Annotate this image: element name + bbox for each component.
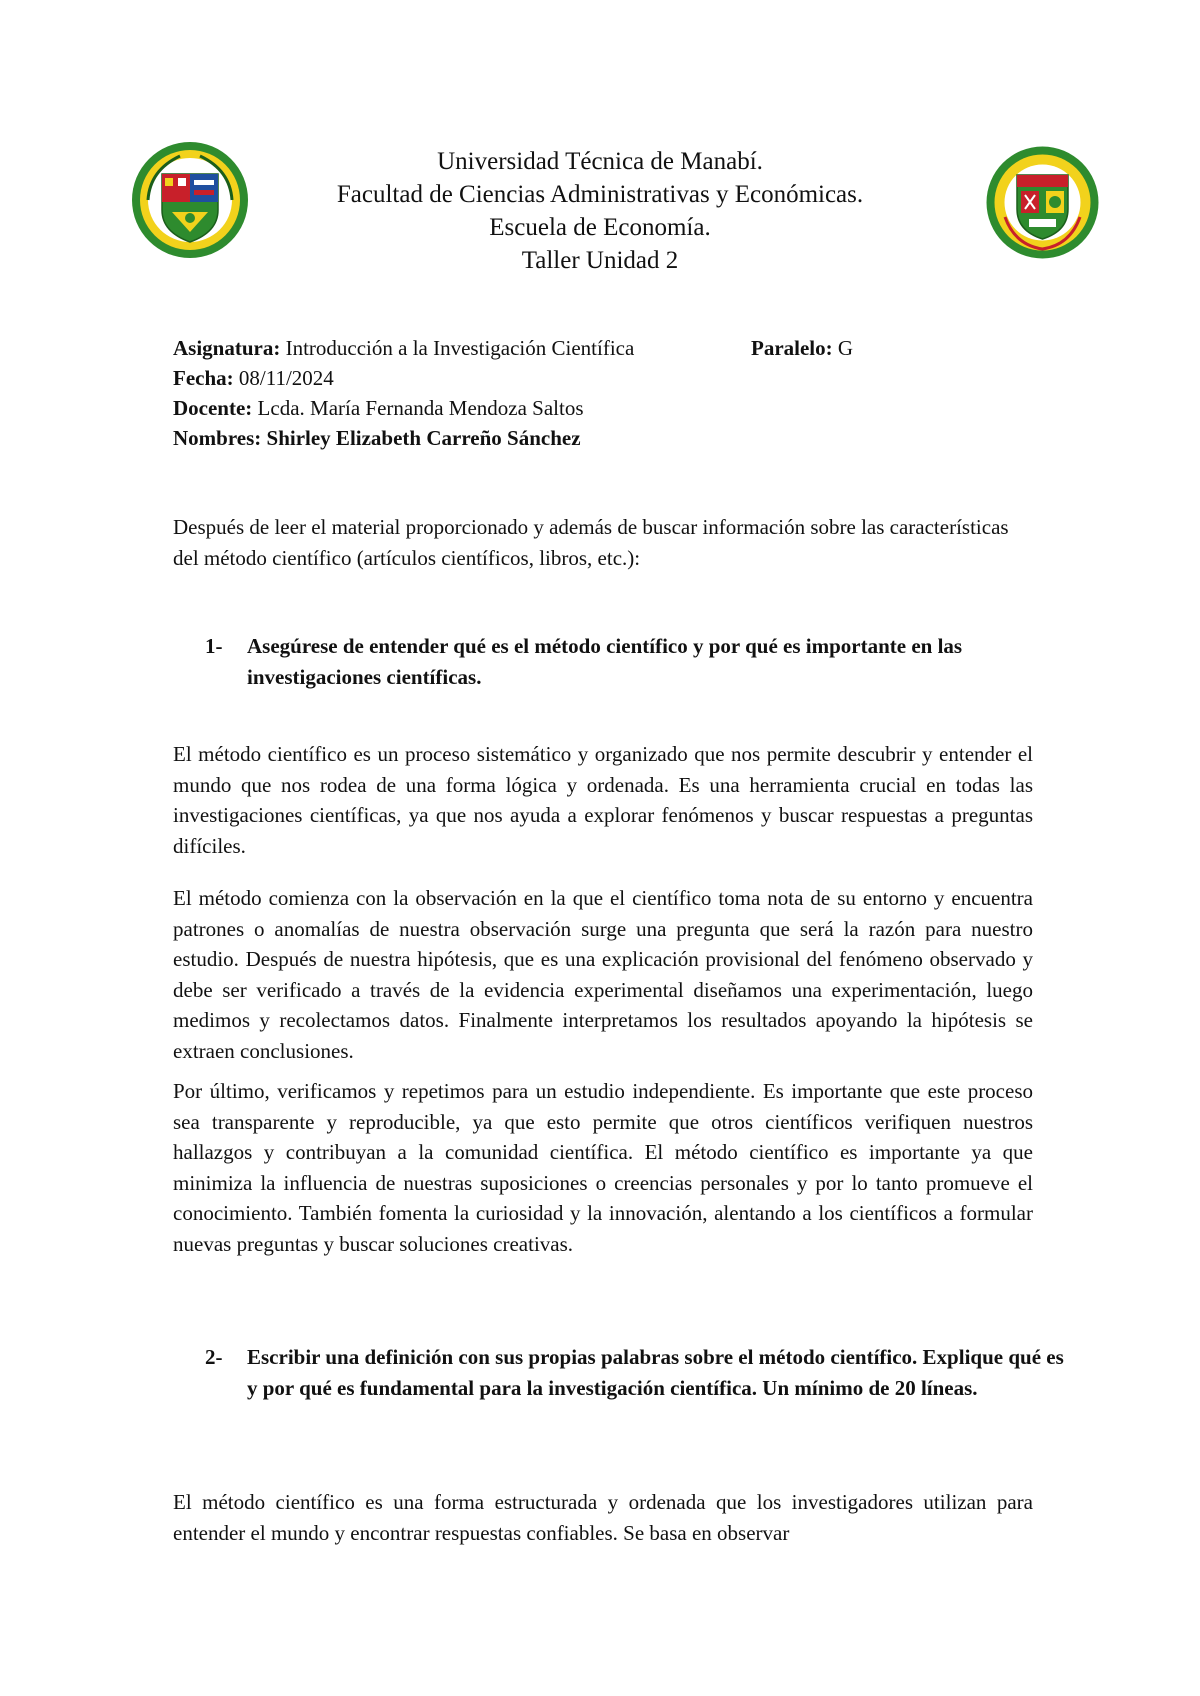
subject-row (173, 333, 1053, 363)
question-number: 1- (205, 634, 223, 658)
university-seal-icon (130, 140, 250, 260)
group-label: Paralelo: (751, 336, 833, 360)
answer-paragraph-1: El método científico es un proceso sistemático y organizado que nos permite descubrir y entender el mundo que nos rodea de una forma lógica y ordenada. Es una herramienta crucial en todas las investigaciones científicas, ya que nos ayuda a explorar fenómenos y buscar respuestas a preguntas difíciles. (173, 742, 1033, 858)
teacher-value: Lcda. María Fernanda Mendoza Saltos (252, 396, 584, 420)
document-meta (173, 333, 1053, 453)
question-2 (205, 1342, 1065, 1404)
question-text: Asegúrese de entender qué es el método científico y por qué es importante en las investigaciones científicas. (247, 634, 963, 689)
names-label: Nombres: (173, 426, 262, 450)
date-value: 08/11/2024 (233, 366, 334, 390)
date-label: Fecha: (173, 366, 234, 390)
teacher-row (173, 393, 1053, 423)
group-field (751, 333, 853, 363)
school-name: Escuela de Economía. (489, 214, 711, 241)
question-text: Escribir una definición con sus propias palabras sobre el método científico. Explique qué es y por qué es fundamental para la investigación científica. Un mínimo de 20 líneas. (247, 1345, 1064, 1400)
subject-value: Introducción a la Investigación Científica (280, 336, 635, 360)
intro-paragraph: Después de leer el material proporcionado y además de buscar información sobre las características del método científico (artículos científicos, libros, etc.): (173, 515, 1009, 570)
faculty-name: Facultad de Ciencias Administrativas y Económicas. (336, 181, 864, 208)
question-number: 2- (205, 1345, 223, 1369)
group-value: G (832, 336, 854, 360)
answer-paragraph-4: El método científico es una forma estructurada y ordenada que los investigadores utilizan para entender el mundo y encontrar respuestas confiables. Se basa en observar (173, 1490, 1033, 1545)
date-row (173, 363, 1053, 393)
answer-paragraph-3: Por último, verificamos y repetimos para un estudio independiente. Es importante que este proceso sea transparente y reproducible, ya que esto permite que otros científicos verifiquen nuestros hallazgos y contribuyan a la comunidad científica. El método científico es importante ya que minimiza la influencia de nuestras suposiciones o creencias personales y por lo tanto promueve el conocimiento. También fomenta la curiosidad y la innovación, alentando a los científicos a formular nuevas preguntas y buscar soluciones creativas. (173, 1079, 1033, 1256)
faculty-seal-icon (985, 145, 1100, 260)
document-header (250, 145, 950, 277)
answer-paragraph-2: El método comienza con la observación en la que el científico toma nota de su entorno y encuentra patrones o anomalías de nuestra observación surge una pregunta que será la razón para nuestro estudio. Después de nuestra hipótesis, que es una explicación provisional del fenómeno observado y debe ser verificado a través de la evidencia experimental diseñamos una experimentación, luego medimos y recolectamos datos. Finalmente interpretamos los resultados apoyando la hipótesis se extraen conclusiones. (173, 886, 1033, 1063)
names-row (173, 423, 1053, 453)
names-value: Shirley Elizabeth Carreño Sánchez (261, 426, 581, 450)
subject-label: Asignatura: (173, 336, 281, 360)
teacher-label: Docente: (173, 396, 253, 420)
workshop-title: Taller Unidad 2 (521, 247, 679, 274)
question-1 (205, 631, 1065, 693)
university-name: Universidad Técnica de Manabí. (437, 148, 763, 175)
